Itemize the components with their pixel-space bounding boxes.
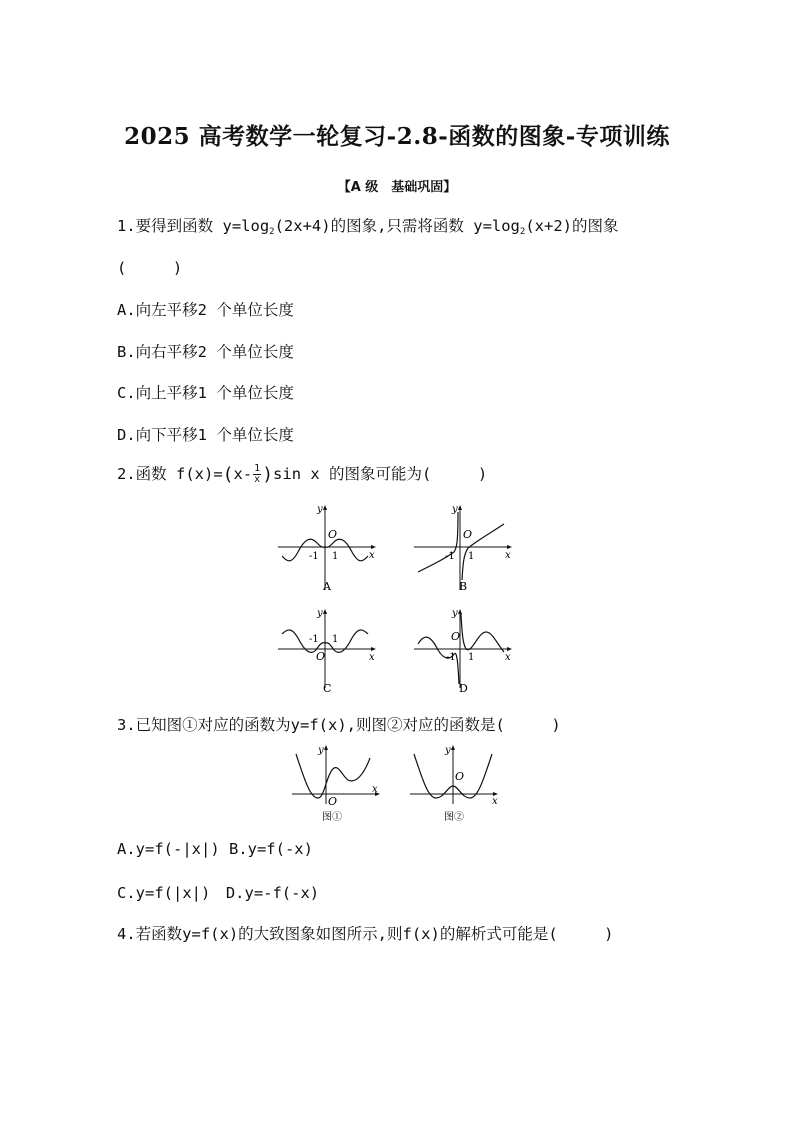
q2-graph-d [412, 604, 522, 702]
q2c-y-label: y [317, 608, 323, 619]
q2c-caption: C [323, 682, 332, 695]
q3-stem: 3.已知图①对应的函数为y=f(x),则图②对应的函数是( ) [117, 716, 561, 734]
q1-stem-part-c: (x+2)的图象 [525, 217, 619, 235]
q1-log-base-1: 2 [269, 227, 275, 237]
q3g1-origin-label: O [328, 795, 338, 808]
q2-graph-a [276, 500, 386, 604]
q3g1-y-label: y [318, 745, 324, 756]
q2-right-paren: ) [262, 464, 274, 485]
q2d-x-label: x [505, 652, 511, 663]
q1-stem-part-a: 1.要得到函数 y=log [117, 217, 270, 235]
q2-stem-part-a: 2.函数 f(x)= [117, 465, 223, 483]
q2d-one-label: 1 [468, 652, 475, 663]
q2-graph-c [276, 604, 386, 702]
q2b-caption: B [459, 580, 468, 593]
q1-stem [117, 214, 619, 237]
q2b-one-label: 1 [468, 551, 475, 562]
q2d-caption: D [459, 682, 468, 695]
q2-fraction [253, 464, 261, 485]
q1-option-c: C.向上平移1 个单位长度 [117, 384, 294, 402]
q2a-caption: A [323, 580, 331, 593]
q2c-x-label: x [369, 652, 375, 663]
q2-fraction-denominator: x [254, 474, 261, 485]
q2d-neg1-label: -1 [446, 652, 456, 663]
q1-answer-blank: ( ) [117, 259, 183, 277]
q1-stem-part-b: (2x+4)的图象,只需将函数 y=log [274, 217, 520, 235]
q2b-y-label: y [452, 504, 458, 515]
q3g2-y-label: y [445, 745, 451, 756]
q3-options-line-2: C.y=f(|x|) D.y=-f(-x) [117, 884, 320, 902]
q4-stem: 4.若函数y=f(x)的大致图象如图所示,则f(x)的解析式可能是( ) [117, 925, 614, 943]
q2a-origin-label: O [328, 528, 338, 541]
q2a-neg1-label: -1 [309, 551, 319, 562]
q2b-neg1-label: -1 [445, 551, 455, 562]
q2c-origin-label: O [316, 650, 326, 663]
q2-graph-b [412, 500, 522, 604]
q2b-x-label: x [505, 550, 511, 561]
q3-caption-2: 图② [444, 812, 464, 823]
q3-options-line-1: A.y=f(-|x|) B.y=f(-x) [117, 840, 313, 858]
q3g1-x-label: x [372, 784, 378, 795]
section-level: 【A 级 基础巩固】 [337, 180, 457, 195]
q2a-y-label: y [317, 504, 323, 515]
q1-option-b: B.向右平移2 个单位长度 [117, 343, 294, 361]
q2d-origin-label: O [451, 630, 461, 643]
q2c-one-label: 1 [332, 634, 339, 645]
q3-graph-2 [408, 742, 508, 830]
q2-stem-part-b: sin x 的图象可能为( ) [273, 465, 488, 483]
page-title: 2025 高考数学一轮复习-2.8-函数的图象-专项训练 [124, 123, 670, 150]
q1-option-d: D.向下平移1 个单位长度 [117, 426, 294, 444]
q2c-neg1-label: -1 [309, 634, 319, 645]
q3-caption-1: 图① [322, 812, 342, 823]
q2b-origin-label: O [463, 528, 473, 541]
q1-option-a: A.向左平移2 个单位长度 [117, 301, 294, 319]
q3g2-origin-label: O [455, 770, 465, 783]
q3-graph-1 [290, 742, 390, 830]
q2a-one-label: 1 [332, 551, 339, 562]
q2-fraction-numerator: 1 [254, 463, 261, 474]
q3g2-x-label: x [492, 796, 498, 807]
q2-x-minus: x- [233, 465, 253, 483]
q2-stem [117, 462, 487, 485]
q1-log-base-2: 2 [519, 227, 526, 237]
q2-left-paren: ( [222, 464, 234, 485]
q2d-y-label: y [452, 608, 458, 619]
q2a-x-label: x [369, 550, 375, 561]
